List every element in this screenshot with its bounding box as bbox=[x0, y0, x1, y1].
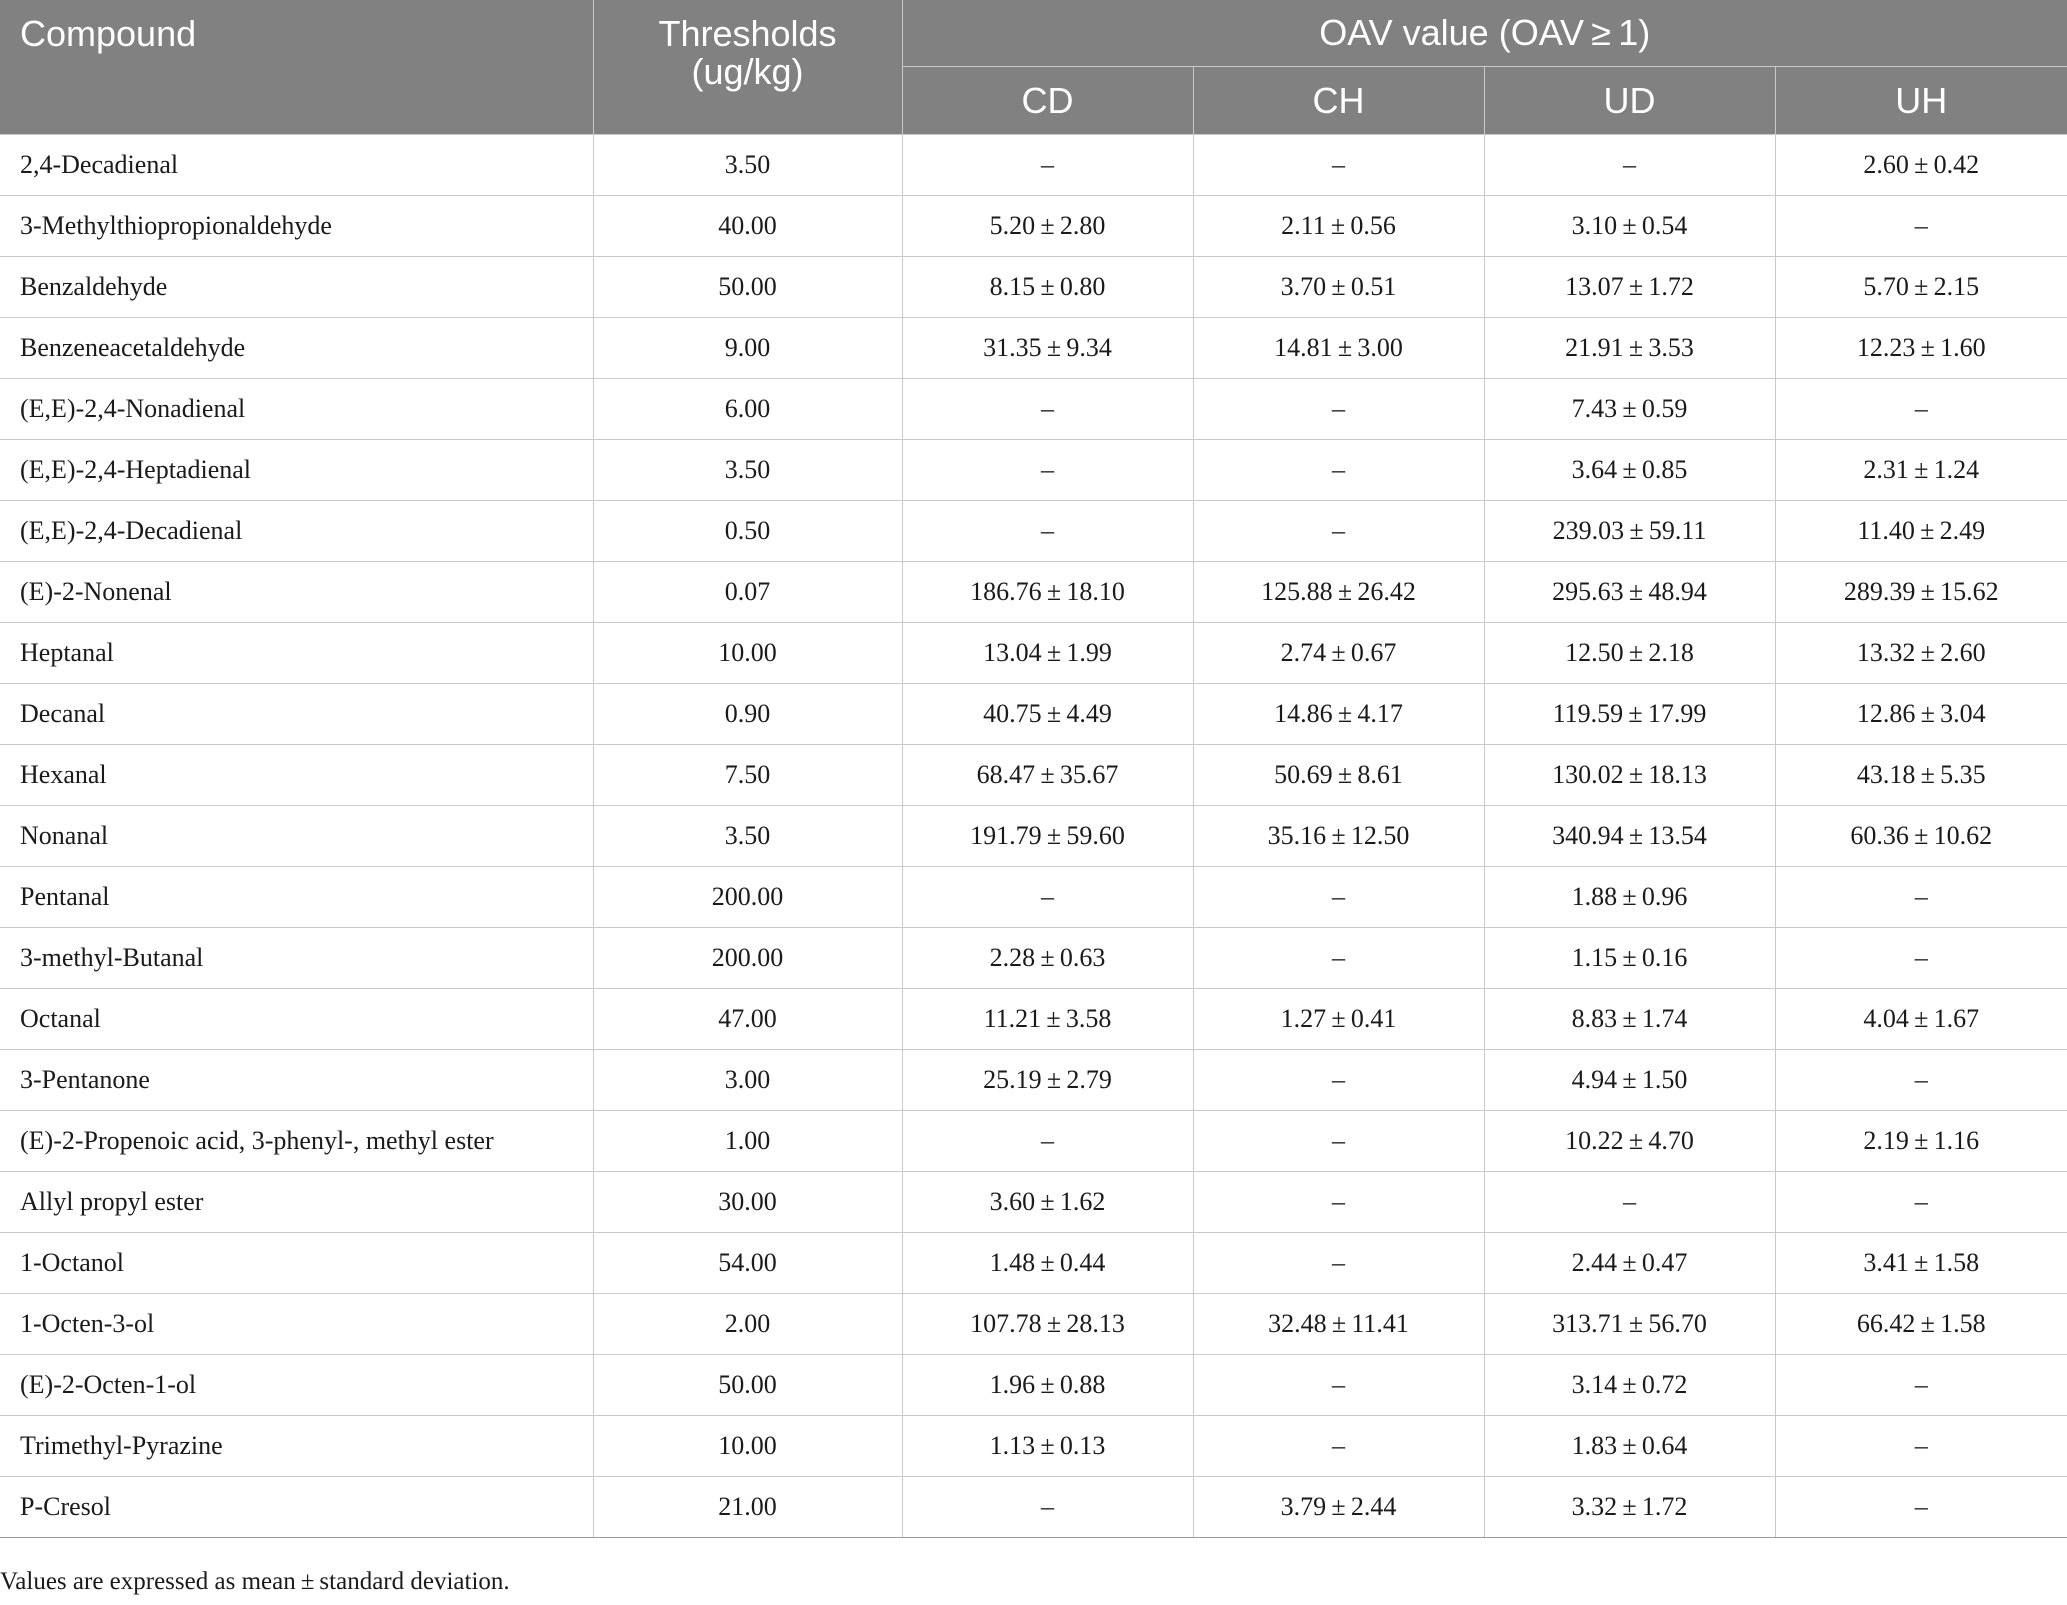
header-thresholds bbox=[593, 0, 902, 135]
threshold-cell: 0.07 bbox=[593, 562, 902, 623]
ch-value-cell: 14.81 ± 3.00 bbox=[1193, 318, 1484, 379]
threshold-cell: 50.00 bbox=[593, 257, 902, 318]
cd-value-cell: 1.96 ± 0.88 bbox=[902, 1355, 1193, 1416]
compound-cell: Benzeneacetaldehyde bbox=[0, 318, 593, 379]
ud-value-cell: 119.59 ± 17.99 bbox=[1484, 684, 1775, 745]
ud-value-cell: 313.71 ± 56.70 bbox=[1484, 1294, 1775, 1355]
threshold-cell: 2.00 bbox=[593, 1294, 902, 1355]
table-row bbox=[0, 257, 2067, 318]
ud-value-cell: 4.94 ± 1.50 bbox=[1484, 1050, 1775, 1111]
threshold-cell: 9.00 bbox=[593, 318, 902, 379]
ud-value-cell: 3.32 ± 1.72 bbox=[1484, 1477, 1775, 1538]
compound-cell: Octanal bbox=[0, 989, 593, 1050]
threshold-cell: 0.50 bbox=[593, 501, 902, 562]
ch-value-cell: 2.74 ± 0.67 bbox=[1193, 623, 1484, 684]
uh-value-cell: – bbox=[1775, 1416, 2067, 1477]
ud-value-cell: 1.88 ± 0.96 bbox=[1484, 867, 1775, 928]
compound-cell: (E)-2-Propenoic acid, 3-phenyl-, methyl ester bbox=[0, 1111, 593, 1172]
table-row bbox=[0, 1111, 2067, 1172]
cd-value-cell: 186.76 ± 18.10 bbox=[902, 562, 1193, 623]
ud-value-cell: 3.64 ± 0.85 bbox=[1484, 440, 1775, 501]
cd-value-cell: 5.20 ± 2.80 bbox=[902, 196, 1193, 257]
table-row bbox=[0, 440, 2067, 501]
uh-value-cell: 289.39 ± 15.62 bbox=[1775, 562, 2067, 623]
ud-value-cell: 1.15 ± 0.16 bbox=[1484, 928, 1775, 989]
ch-value-cell: – bbox=[1193, 1050, 1484, 1111]
uh-value-cell: 43.18 ± 5.35 bbox=[1775, 745, 2067, 806]
table-footnote: Values are expressed as mean ± standard deviation. bbox=[0, 1568, 510, 1595]
ch-value-cell: 32.48 ± 11.41 bbox=[1193, 1294, 1484, 1355]
ch-value-cell: – bbox=[1193, 1416, 1484, 1477]
cd-value-cell: 1.13 ± 0.13 bbox=[902, 1416, 1193, 1477]
threshold-cell: 200.00 bbox=[593, 867, 902, 928]
ch-value-cell: – bbox=[1193, 928, 1484, 989]
ch-value-cell: – bbox=[1193, 440, 1484, 501]
table-row bbox=[0, 806, 2067, 867]
cd-value-cell: 31.35 ± 9.34 bbox=[902, 318, 1193, 379]
uh-value-cell: 12.23 ± 1.60 bbox=[1775, 318, 2067, 379]
table-row bbox=[0, 623, 2067, 684]
ch-value-cell: – bbox=[1193, 1172, 1484, 1233]
uh-value-cell: – bbox=[1775, 1477, 2067, 1538]
ch-value-cell: 14.86 ± 4.17 bbox=[1193, 684, 1484, 745]
threshold-cell: 10.00 bbox=[593, 1416, 902, 1477]
uh-value-cell: 2.19 ± 1.16 bbox=[1775, 1111, 2067, 1172]
table-row bbox=[0, 501, 2067, 562]
ud-value-cell: 3.10 ± 0.54 bbox=[1484, 196, 1775, 257]
ch-value-cell: – bbox=[1193, 867, 1484, 928]
cd-value-cell: 13.04 ± 1.99 bbox=[902, 623, 1193, 684]
uh-value-cell: 60.36 ± 10.62 bbox=[1775, 806, 2067, 867]
ud-value-cell: 340.94 ± 13.54 bbox=[1484, 806, 1775, 867]
header-thresholds-unit: (ug/kg) bbox=[691, 51, 804, 92]
threshold-cell: 6.00 bbox=[593, 379, 902, 440]
threshold-cell: 21.00 bbox=[593, 1477, 902, 1538]
threshold-cell: 3.50 bbox=[593, 135, 902, 196]
table-row bbox=[0, 684, 2067, 745]
table-row bbox=[0, 745, 2067, 806]
threshold-cell: 3.50 bbox=[593, 806, 902, 867]
compound-cell: (E)-2-Nonenal bbox=[0, 562, 593, 623]
uh-value-cell: – bbox=[1775, 928, 2067, 989]
threshold-cell: 50.00 bbox=[593, 1355, 902, 1416]
ch-value-cell: 2.11 ± 0.56 bbox=[1193, 196, 1484, 257]
header-oav-value: OAV value (OAV ≥ 1) bbox=[902, 0, 2067, 67]
compound-cell: Pentanal bbox=[0, 867, 593, 928]
uh-value-cell: 2.31 ± 1.24 bbox=[1775, 440, 2067, 501]
header-thresholds-label: Thresholds bbox=[658, 13, 837, 54]
threshold-cell: 40.00 bbox=[593, 196, 902, 257]
uh-value-cell: 13.32 ± 2.60 bbox=[1775, 623, 2067, 684]
ch-value-cell: 3.70 ± 0.51 bbox=[1193, 257, 1484, 318]
uh-value-cell: – bbox=[1775, 867, 2067, 928]
ud-value-cell: 295.63 ± 48.94 bbox=[1484, 562, 1775, 623]
table-row bbox=[0, 1294, 2067, 1355]
threshold-cell: 200.00 bbox=[593, 928, 902, 989]
uh-value-cell: 2.60 ± 0.42 bbox=[1775, 135, 2067, 196]
compound-cell: (E,E)-2,4-Decadienal bbox=[0, 501, 593, 562]
uh-value-cell: – bbox=[1775, 196, 2067, 257]
cd-value-cell: 191.79 ± 59.60 bbox=[902, 806, 1193, 867]
cd-value-cell: 3.60 ± 1.62 bbox=[902, 1172, 1193, 1233]
compound-cell: Decanal bbox=[0, 684, 593, 745]
uh-value-cell: – bbox=[1775, 1172, 2067, 1233]
threshold-cell: 3.50 bbox=[593, 440, 902, 501]
uh-value-cell: 3.41 ± 1.58 bbox=[1775, 1233, 2067, 1294]
cd-value-cell: – bbox=[902, 440, 1193, 501]
ud-value-cell: 239.03 ± 59.11 bbox=[1484, 501, 1775, 562]
ud-value-cell: 13.07 ± 1.72 bbox=[1484, 257, 1775, 318]
table-row bbox=[0, 1050, 2067, 1111]
cd-value-cell: 2.28 ± 0.63 bbox=[902, 928, 1193, 989]
table-row bbox=[0, 562, 2067, 623]
uh-value-cell: 4.04 ± 1.67 bbox=[1775, 989, 2067, 1050]
ch-value-cell: – bbox=[1193, 1233, 1484, 1294]
cd-value-cell: 40.75 ± 4.49 bbox=[902, 684, 1193, 745]
ud-value-cell: – bbox=[1484, 135, 1775, 196]
ud-value-cell: 12.50 ± 2.18 bbox=[1484, 623, 1775, 684]
compound-cell: Heptanal bbox=[0, 623, 593, 684]
cd-value-cell: – bbox=[902, 1111, 1193, 1172]
uh-value-cell: – bbox=[1775, 1355, 2067, 1416]
uh-value-cell: – bbox=[1775, 379, 2067, 440]
ch-value-cell: – bbox=[1193, 135, 1484, 196]
compound-cell: 3-Methylthiopropionaldehyde bbox=[0, 196, 593, 257]
uh-value-cell: 5.70 ± 2.15 bbox=[1775, 257, 2067, 318]
compound-cell: 3-Pentanone bbox=[0, 1050, 593, 1111]
cd-value-cell: 68.47 ± 35.67 bbox=[902, 745, 1193, 806]
cd-value-cell: – bbox=[902, 379, 1193, 440]
compound-cell: 2,4-Decadienal bbox=[0, 135, 593, 196]
table-row bbox=[0, 1355, 2067, 1416]
header-compound: Compound bbox=[0, 0, 593, 135]
table-row bbox=[0, 928, 2067, 989]
compound-cell: 1-Octen-3-ol bbox=[0, 1294, 593, 1355]
compound-cell: (E)-2-Octen-1-ol bbox=[0, 1355, 593, 1416]
cd-value-cell: – bbox=[902, 135, 1193, 196]
table-row bbox=[0, 867, 2067, 928]
ud-value-cell: – bbox=[1484, 1172, 1775, 1233]
ud-value-cell: 1.83 ± 0.64 bbox=[1484, 1416, 1775, 1477]
cd-value-cell: 1.48 ± 0.44 bbox=[902, 1233, 1193, 1294]
ch-value-cell: – bbox=[1193, 1355, 1484, 1416]
compound-cell: 1-Octanol bbox=[0, 1233, 593, 1294]
ch-value-cell: – bbox=[1193, 501, 1484, 562]
cd-value-cell: – bbox=[902, 501, 1193, 562]
header-ch: CH bbox=[1193, 67, 1484, 135]
ud-value-cell: 130.02 ± 18.13 bbox=[1484, 745, 1775, 806]
threshold-cell: 3.00 bbox=[593, 1050, 902, 1111]
cd-value-cell: 8.15 ± 0.80 bbox=[902, 257, 1193, 318]
header-cd: CD bbox=[902, 67, 1193, 135]
table-row bbox=[0, 1477, 2067, 1538]
compound-cell: Benzaldehyde bbox=[0, 257, 593, 318]
compound-cell: (E,E)-2,4-Nonadienal bbox=[0, 379, 593, 440]
header-uh: UH bbox=[1775, 67, 2067, 135]
compound-cell: Allyl propyl ester bbox=[0, 1172, 593, 1233]
ud-value-cell: 21.91 ± 3.53 bbox=[1484, 318, 1775, 379]
compound-cell: (E,E)-2,4-Heptadienal bbox=[0, 440, 593, 501]
uh-value-cell: 66.42 ± 1.58 bbox=[1775, 1294, 2067, 1355]
uh-value-cell: – bbox=[1775, 1050, 2067, 1111]
cd-value-cell: 25.19 ± 2.79 bbox=[902, 1050, 1193, 1111]
threshold-cell: 54.00 bbox=[593, 1233, 902, 1294]
header-ud: UD bbox=[1484, 67, 1775, 135]
compound-cell: Trimethyl-Pyrazine bbox=[0, 1416, 593, 1477]
cd-value-cell: 11.21 ± 3.58 bbox=[902, 989, 1193, 1050]
compound-cell: P-Cresol bbox=[0, 1477, 593, 1538]
ch-value-cell: 3.79 ± 2.44 bbox=[1193, 1477, 1484, 1538]
table-body bbox=[0, 135, 2067, 1538]
ch-value-cell: – bbox=[1193, 379, 1484, 440]
compound-cell: Nonanal bbox=[0, 806, 593, 867]
cd-value-cell: 107.78 ± 28.13 bbox=[902, 1294, 1193, 1355]
cd-value-cell: – bbox=[902, 867, 1193, 928]
ch-value-cell: – bbox=[1193, 1111, 1484, 1172]
table-row bbox=[0, 135, 2067, 196]
threshold-cell: 10.00 bbox=[593, 623, 902, 684]
table-row bbox=[0, 1233, 2067, 1294]
ch-value-cell: 1.27 ± 0.41 bbox=[1193, 989, 1484, 1050]
threshold-cell: 47.00 bbox=[593, 989, 902, 1050]
ch-value-cell: 50.69 ± 8.61 bbox=[1193, 745, 1484, 806]
ch-value-cell: 35.16 ± 12.50 bbox=[1193, 806, 1484, 867]
table-row bbox=[0, 196, 2067, 257]
threshold-cell: 1.00 bbox=[593, 1111, 902, 1172]
uh-value-cell: 12.86 ± 3.04 bbox=[1775, 684, 2067, 745]
threshold-cell: 0.90 bbox=[593, 684, 902, 745]
ud-value-cell: 3.14 ± 0.72 bbox=[1484, 1355, 1775, 1416]
ud-value-cell: 8.83 ± 1.74 bbox=[1484, 989, 1775, 1050]
table-row bbox=[0, 989, 2067, 1050]
table-row bbox=[0, 1172, 2067, 1233]
ud-value-cell: 7.43 ± 0.59 bbox=[1484, 379, 1775, 440]
ch-value-cell: 125.88 ± 26.42 bbox=[1193, 562, 1484, 623]
table-row bbox=[0, 1416, 2067, 1477]
compound-cell: Hexanal bbox=[0, 745, 593, 806]
table-row bbox=[0, 379, 2067, 440]
threshold-cell: 30.00 bbox=[593, 1172, 902, 1233]
ud-value-cell: 10.22 ± 4.70 bbox=[1484, 1111, 1775, 1172]
compound-cell: 3-methyl-Butanal bbox=[0, 928, 593, 989]
uh-value-cell: 11.40 ± 2.49 bbox=[1775, 501, 2067, 562]
cd-value-cell: – bbox=[902, 1477, 1193, 1538]
threshold-cell: 7.50 bbox=[593, 745, 902, 806]
table-row bbox=[0, 318, 2067, 379]
ud-value-cell: 2.44 ± 0.47 bbox=[1484, 1233, 1775, 1294]
